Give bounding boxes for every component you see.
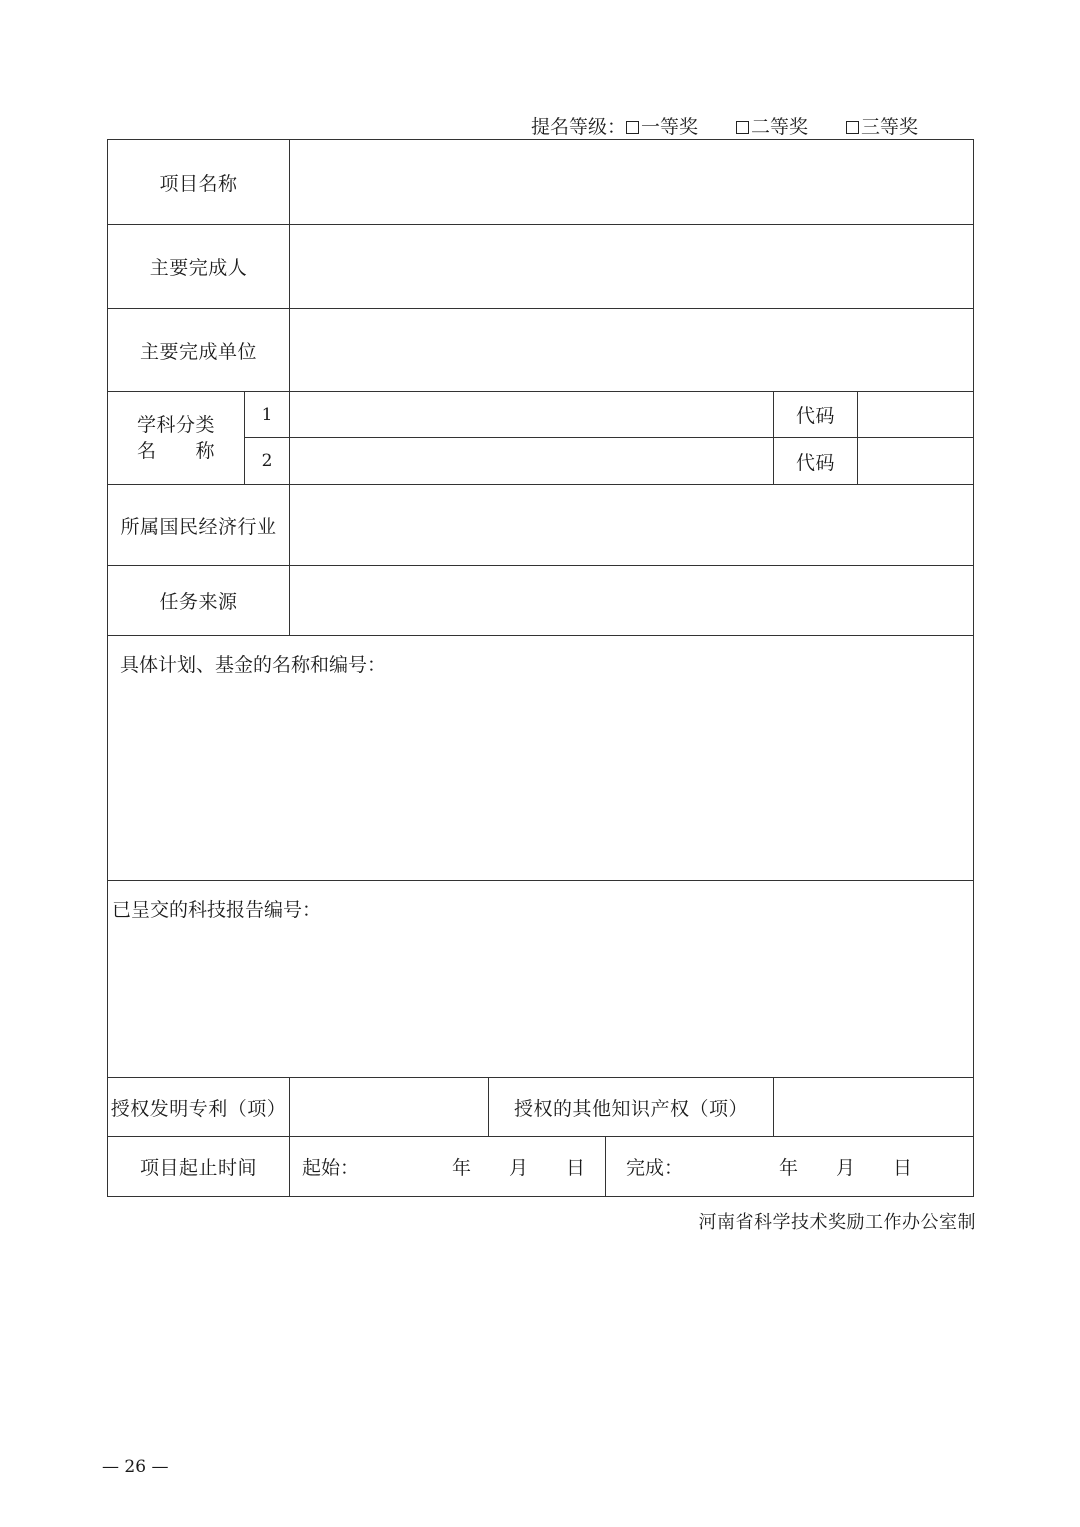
row-plans-funds	[108, 636, 974, 881]
row-industry	[108, 485, 974, 566]
finish-day-label: 日	[893, 1157, 913, 1179]
main-people-field[interactable]	[290, 225, 974, 309]
discipline-row-number-2: 2	[245, 438, 290, 485]
industry-field[interactable]	[290, 485, 974, 566]
code-label-2: 代码	[774, 438, 858, 485]
start-month-label: 月	[509, 1157, 529, 1179]
other-ip-label: 授权的其他知识产权（项）	[489, 1078, 774, 1137]
task-source-field[interactable]	[290, 566, 974, 636]
code-field-1[interactable]	[858, 392, 974, 438]
period-label: 项目起止时间	[108, 1137, 290, 1197]
row-task-source	[108, 566, 974, 636]
option-second-prize[interactable]: 二等奖	[736, 116, 808, 138]
issuing-organization: 河南省科学技术奖励工作办公室制	[698, 1212, 976, 1233]
application-form	[107, 139, 974, 1197]
discipline-label	[108, 392, 245, 485]
finish-month-label: 月	[836, 1157, 856, 1179]
main-people-label: 主要完成人	[108, 225, 290, 309]
main-units-label: 主要完成单位	[108, 309, 290, 392]
row-period	[108, 1137, 974, 1197]
industry-label: 所属国民经济行业	[108, 485, 290, 566]
finish-year-label: 年	[779, 1157, 799, 1179]
row-reports	[108, 881, 974, 1078]
nomination-label: 提名等级：	[531, 116, 627, 138]
patents-field[interactable]	[290, 1078, 489, 1137]
code-label-1: 代码	[774, 392, 858, 438]
row-main-units	[108, 309, 974, 392]
project-name-field[interactable]	[290, 140, 974, 225]
plans-funds-field[interactable]	[108, 636, 974, 881]
start-day-label: 日	[566, 1157, 586, 1179]
patents-label: 授权发明专利（项）	[108, 1078, 290, 1137]
discipline-label-line1: 学科分类	[136, 414, 215, 436]
start-date-field[interactable]	[290, 1137, 606, 1197]
checkbox-first-prize[interactable]	[626, 121, 639, 134]
option-third-prize[interactable]: 三等奖	[846, 116, 918, 138]
start-label: 起始：	[302, 1157, 360, 1179]
start-year-label: 年	[452, 1157, 472, 1179]
code-field-2[interactable]	[858, 438, 974, 485]
reports-field[interactable]	[108, 881, 974, 1078]
checkbox-third-prize[interactable]	[846, 121, 859, 134]
project-name-label: 项目名称	[108, 140, 290, 225]
row-ip	[108, 1078, 974, 1137]
row-discipline-1	[108, 392, 974, 438]
discipline-name-field-1[interactable]	[290, 392, 774, 438]
finish-date-field[interactable]	[606, 1137, 974, 1197]
nomination-level	[531, 112, 918, 139]
discipline-label-line2: 名 称	[136, 440, 215, 462]
page-number: — 26 —	[102, 1457, 169, 1477]
finish-label: 完成：	[626, 1157, 684, 1179]
row-main-people	[108, 225, 974, 309]
reports-label: 已呈交的科技报告编号：	[112, 899, 322, 921]
discipline-row-number-1: 1	[245, 392, 290, 438]
main-units-field[interactable]	[290, 309, 974, 392]
other-ip-field[interactable]	[774, 1078, 974, 1137]
checkbox-second-prize[interactable]	[736, 121, 749, 134]
plans-funds-label: 具体计划、基金的名称和编号：	[120, 654, 387, 676]
option-first-prize[interactable]: 一等奖	[626, 116, 698, 138]
task-source-label: 任务来源	[108, 566, 290, 636]
discipline-name-field-2[interactable]	[290, 438, 774, 485]
row-project-name	[108, 140, 974, 225]
